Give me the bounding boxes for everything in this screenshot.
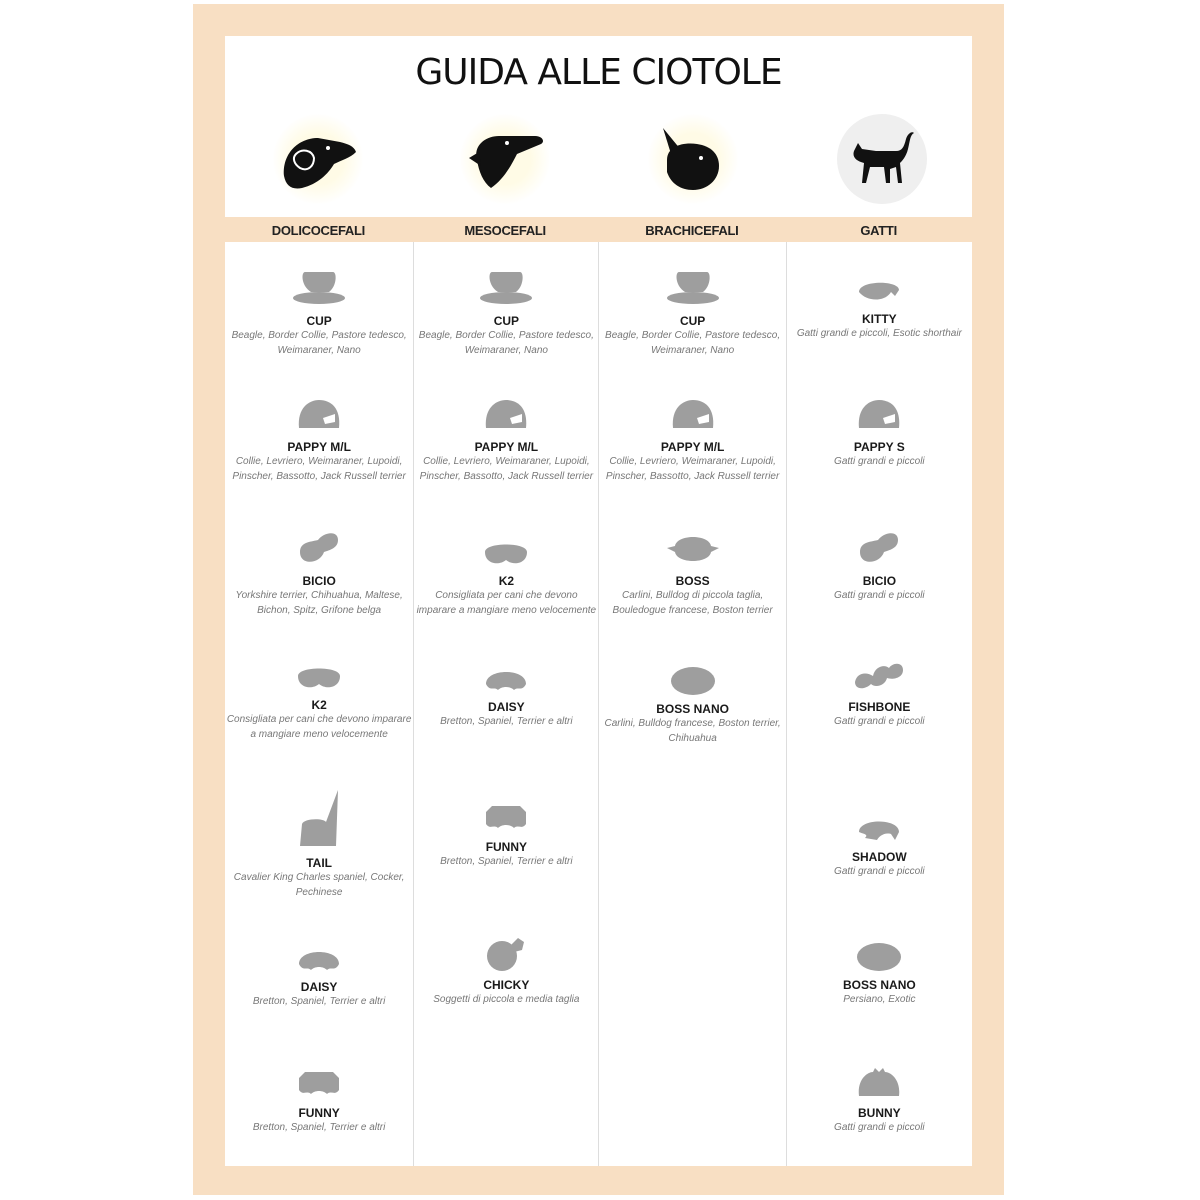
bowl-item <box>599 664 785 746</box>
column-brachicefali <box>599 242 786 1166</box>
pappy-bowl-icon <box>482 398 530 434</box>
bowl-name: BICIO <box>862 574 897 588</box>
bowl-name: CUP <box>493 314 520 328</box>
bowl-item <box>225 268 413 358</box>
shadow-bowl-icon <box>855 814 903 844</box>
bowl-description: Gatti grandi e piccoli <box>834 866 925 877</box>
bowl-description: Beagle, Border Collie, Pastore tedesco, Weimaraner, Nano <box>231 330 407 356</box>
bowl-item <box>787 940 972 1007</box>
bowl-description: Beagle, Border Collie, Pastore tedesco, Weimaraner, Nano <box>418 330 594 356</box>
bowl-description: Carlini, Bulldog francese, Boston terrier, Chihuahua <box>604 718 781 744</box>
bowl-description: Cavalier King Charles spaniel, Cocker, Pechinese <box>233 872 405 898</box>
chicky-bowl-icon <box>482 932 530 972</box>
funny-bowl-icon <box>295 1068 343 1100</box>
category-labels <box>225 217 972 242</box>
pappy-bowl-icon <box>669 398 717 434</box>
funny-bowl-icon <box>482 802 530 834</box>
column-dolicocefali <box>225 242 414 1166</box>
bicio-bowl-icon <box>294 528 344 568</box>
bowl-description: Collie, Levriero, Weimaraner, Lupoidi, Pinscher, Bassotto, Jack Russell terrier <box>232 456 406 482</box>
bowl-name: PAPPY M/L <box>660 440 725 454</box>
bowl-item <box>414 398 598 484</box>
bowl-description: Beagle, Border Collie, Pastore tedesco, Weimaraner, Nano <box>605 330 781 356</box>
bowl-name: K2 <box>311 698 327 712</box>
category-label: DOLICOCEFALI <box>271 223 365 238</box>
bowl-name: DAISY <box>488 700 525 714</box>
bowl-description: Bretton, Spaniel, Terrier e altri <box>440 856 573 867</box>
pappy-bowl-icon <box>295 398 343 434</box>
bowl-item <box>414 662 598 729</box>
cat-icon <box>837 114 927 204</box>
bowl-item <box>787 654 972 729</box>
column-gatti <box>787 242 972 1166</box>
bowl-columns <box>225 242 972 1166</box>
bowl-name: CUP <box>679 314 706 328</box>
daisy-bowl-icon <box>482 662 530 694</box>
k2-bowl-icon <box>481 538 531 568</box>
bowl-name: DAISY <box>300 980 338 994</box>
bowl-name: BOSS <box>675 574 710 588</box>
bowl-item <box>414 538 598 618</box>
cup-bowl-icon <box>291 268 347 308</box>
bowl-name: KITTY <box>862 312 897 326</box>
bowl-item <box>599 532 785 618</box>
bowl-item <box>414 932 598 1007</box>
bowl-name: FUNNY <box>485 840 528 854</box>
bowl-item <box>787 814 972 879</box>
bowl-name: PAPPY M/L <box>287 440 351 454</box>
bowl-description: Gatti grandi e piccoli <box>834 1122 925 1133</box>
kitty-bowl-icon <box>855 276 903 306</box>
bowl-name: K2 <box>498 574 515 588</box>
bowl-description: Yorkshire terrier, Chihuahua, Maltese, Bichon, Spitz, Grifone belga <box>235 590 403 616</box>
fishbone-bowl-icon <box>851 654 907 694</box>
k2-bowl-icon <box>294 662 344 692</box>
bowl-name: FUNNY <box>298 1106 340 1120</box>
bowl-description: Carlini, Bulldog di piccola taglia, Bouledogue francese, Boston terrier <box>612 590 773 616</box>
bowl-name: CUP <box>306 314 332 328</box>
short-snout-dog-head-icon <box>648 114 738 204</box>
bowl-name: BOSS NANO <box>843 978 916 992</box>
bicio-bowl-icon <box>854 528 904 568</box>
bowl-item <box>787 276 972 341</box>
bowl-description: Bretton, Spaniel, Terrier e altri <box>252 996 386 1007</box>
bowl-item <box>225 942 413 1009</box>
bowl-item <box>599 398 785 484</box>
bowl-item <box>225 662 413 742</box>
bowl-description: Gatti grandi e piccoli <box>834 716 925 727</box>
guide-frame <box>193 4 1004 1195</box>
bowl-name: PAPPY S <box>853 440 905 454</box>
bowl-description: Collie, Levriero, Weimaraner, Lupoidi, Pinscher, Bassotto, Jack Russell terrier <box>605 456 780 482</box>
bunny-bowl-icon <box>855 1066 903 1100</box>
bowl-item <box>225 528 413 618</box>
bowl-description: Persiano, Exotic <box>843 994 916 1005</box>
bowl-item <box>787 398 972 469</box>
bowl-item <box>225 398 413 484</box>
tail-bowl-icon <box>294 788 344 850</box>
bowl-name: BOSS NANO <box>656 702 729 716</box>
cup-bowl-icon <box>478 268 534 308</box>
bowl-item <box>787 528 972 603</box>
bowl-description: Gatti grandi e piccoli, Esotic shorthair <box>796 328 962 339</box>
bowl-name: TAIL <box>306 856 332 870</box>
bowl-description: Collie, Levriero, Weimaraner, Lupoidi, Pinscher, Bassotto, Jack Russell terrier <box>419 456 594 482</box>
bowl-description: Soggetti di piccola e media taglia <box>433 994 580 1005</box>
header <box>225 36 972 217</box>
boss-nano-bowl-icon <box>855 940 903 972</box>
bowl-item <box>225 788 413 900</box>
cup-bowl-icon <box>665 268 721 308</box>
bowl-description: Bretton, Spaniel, Terrier e altri <box>252 1122 386 1133</box>
bowl-name: BUNNY <box>858 1106 901 1120</box>
long-snout-dog-head-icon <box>273 114 363 204</box>
bowl-item <box>225 1068 413 1135</box>
bowl-name: SHADOW <box>852 850 907 864</box>
bowl-description: Gatti grandi e piccoli <box>834 456 925 467</box>
pappy-bowl-icon <box>855 398 903 434</box>
bowl-description: Consigliata per cani che devono imparare a mangiare meno velocemente <box>226 714 412 740</box>
bowl-name: PAPPY M/L <box>474 440 539 454</box>
bowl-item <box>414 802 598 869</box>
bowl-item <box>787 1066 972 1135</box>
daisy-bowl-icon <box>295 942 343 974</box>
column-mesocefali <box>414 242 599 1166</box>
medium-snout-dog-head-icon <box>460 114 550 204</box>
category-label: BRACHICEFALI <box>645 223 739 238</box>
bowl-description: Gatti grandi e piccoli <box>834 590 925 601</box>
bowl-description: Bretton, Spaniel, Terrier e altri <box>440 716 573 727</box>
bowl-description: Consigliata per cani che devono imparare a mangiare meno velocemente <box>416 590 597 616</box>
page-title: GUIDA ALLE CIOTOLE <box>415 52 782 93</box>
bowl-name: CHICKY <box>483 978 530 992</box>
bowl-name: BICIO <box>302 574 336 588</box>
bowl-name: FISHBONE <box>848 700 911 714</box>
category-label: GATTI <box>860 223 897 238</box>
bowl-item <box>599 268 785 358</box>
category-label: MESOCEFALI <box>464 223 546 238</box>
bowl-item <box>414 268 598 358</box>
boss-bowl-icon <box>665 532 721 568</box>
boss-nano-bowl-icon <box>669 664 717 696</box>
